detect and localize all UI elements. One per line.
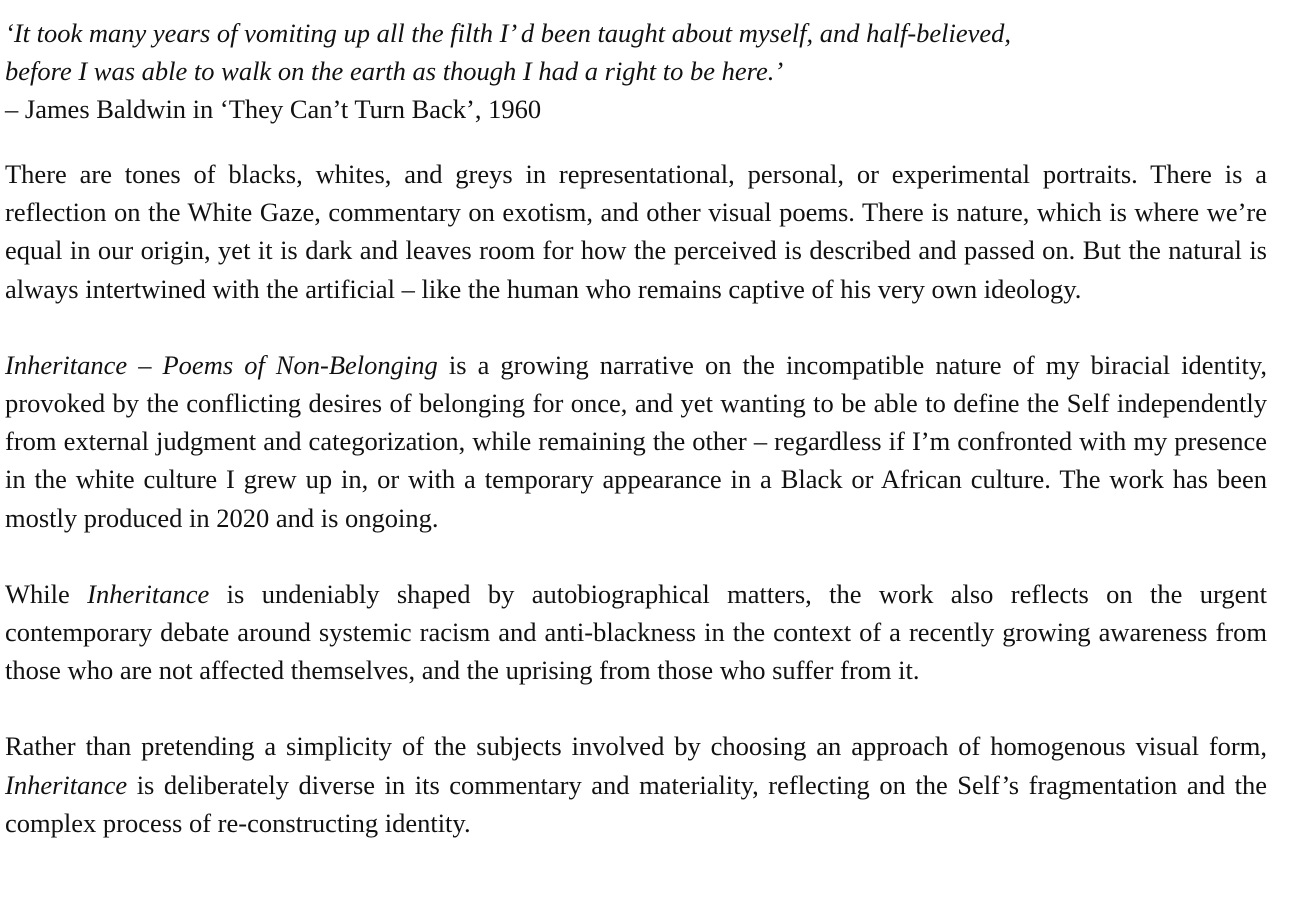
paragraph-4-text: is deliberately diverse in its commentary and materiality, reflecting on the Self’s fragmentation and the complex process of re-constructing identity. (5, 769, 1267, 838)
quote-line-2: before I was able to walk on the earth as though I had a right to be here.’ (5, 56, 784, 86)
document-body (5, 14, 1267, 842)
quote-attribution: – James Baldwin in ‘They Can’t Turn Back’, 1960 (5, 94, 542, 124)
work-title: Inheritance (87, 578, 210, 609)
paragraph-4 (5, 727, 1267, 842)
work-title: Inheritance – Poems of Non-Belonging (5, 349, 438, 380)
paragraph-3-start: While (5, 578, 88, 609)
paragraph-4-start: Rather than pretending a simplicity of the subjects involved by choosing an approach of homogenous visual form, (5, 731, 1267, 762)
quote-line-1: ‘It took many years of vomiting up all the filth I’ d been taught about myself, and half-believed, (5, 18, 1012, 48)
paragraph-3 (5, 575, 1267, 690)
paragraph-2-text: is a growing narrative on the incompatible nature of my biracial identity, provoked by the conflicting desires of belonging for once, and yet wanting to be able to define the Self independently from external judgment and categorization, while remaining the other – regardless if I’m confronted with my presence in the white culture I grew up in, or with a temporary appearance in a Black or African culture. The work has been mostly produced in 2020 and is ongoing. (5, 349, 1268, 533)
paragraph-2 (5, 346, 1267, 537)
work-title: Inheritance (5, 769, 128, 800)
paragraph-3-text: is undeniably shaped by autobiographical matters, the work also reflects on the urgent contemporary debate around systemic racism and anti-blackness in the context of a recently growing awareness from those who are not affected themselves, and the uprising from those who suffer from it. (5, 578, 1268, 686)
paragraph-1: There are tones of blacks, whites, and greys in representational, personal, or experimental portraits. There is a reflection on the White Gaze, commentary on exotism, and other visual poems. There is nature, which is where we’re equal in our origin, yet it is dark and leaves room for how the perceived is described and passed on. But the natural is always intertwined with the artificial – like the human who remains captive of his very own ideology. (5, 159, 1267, 304)
epigraph-quote (5, 14, 1267, 128)
